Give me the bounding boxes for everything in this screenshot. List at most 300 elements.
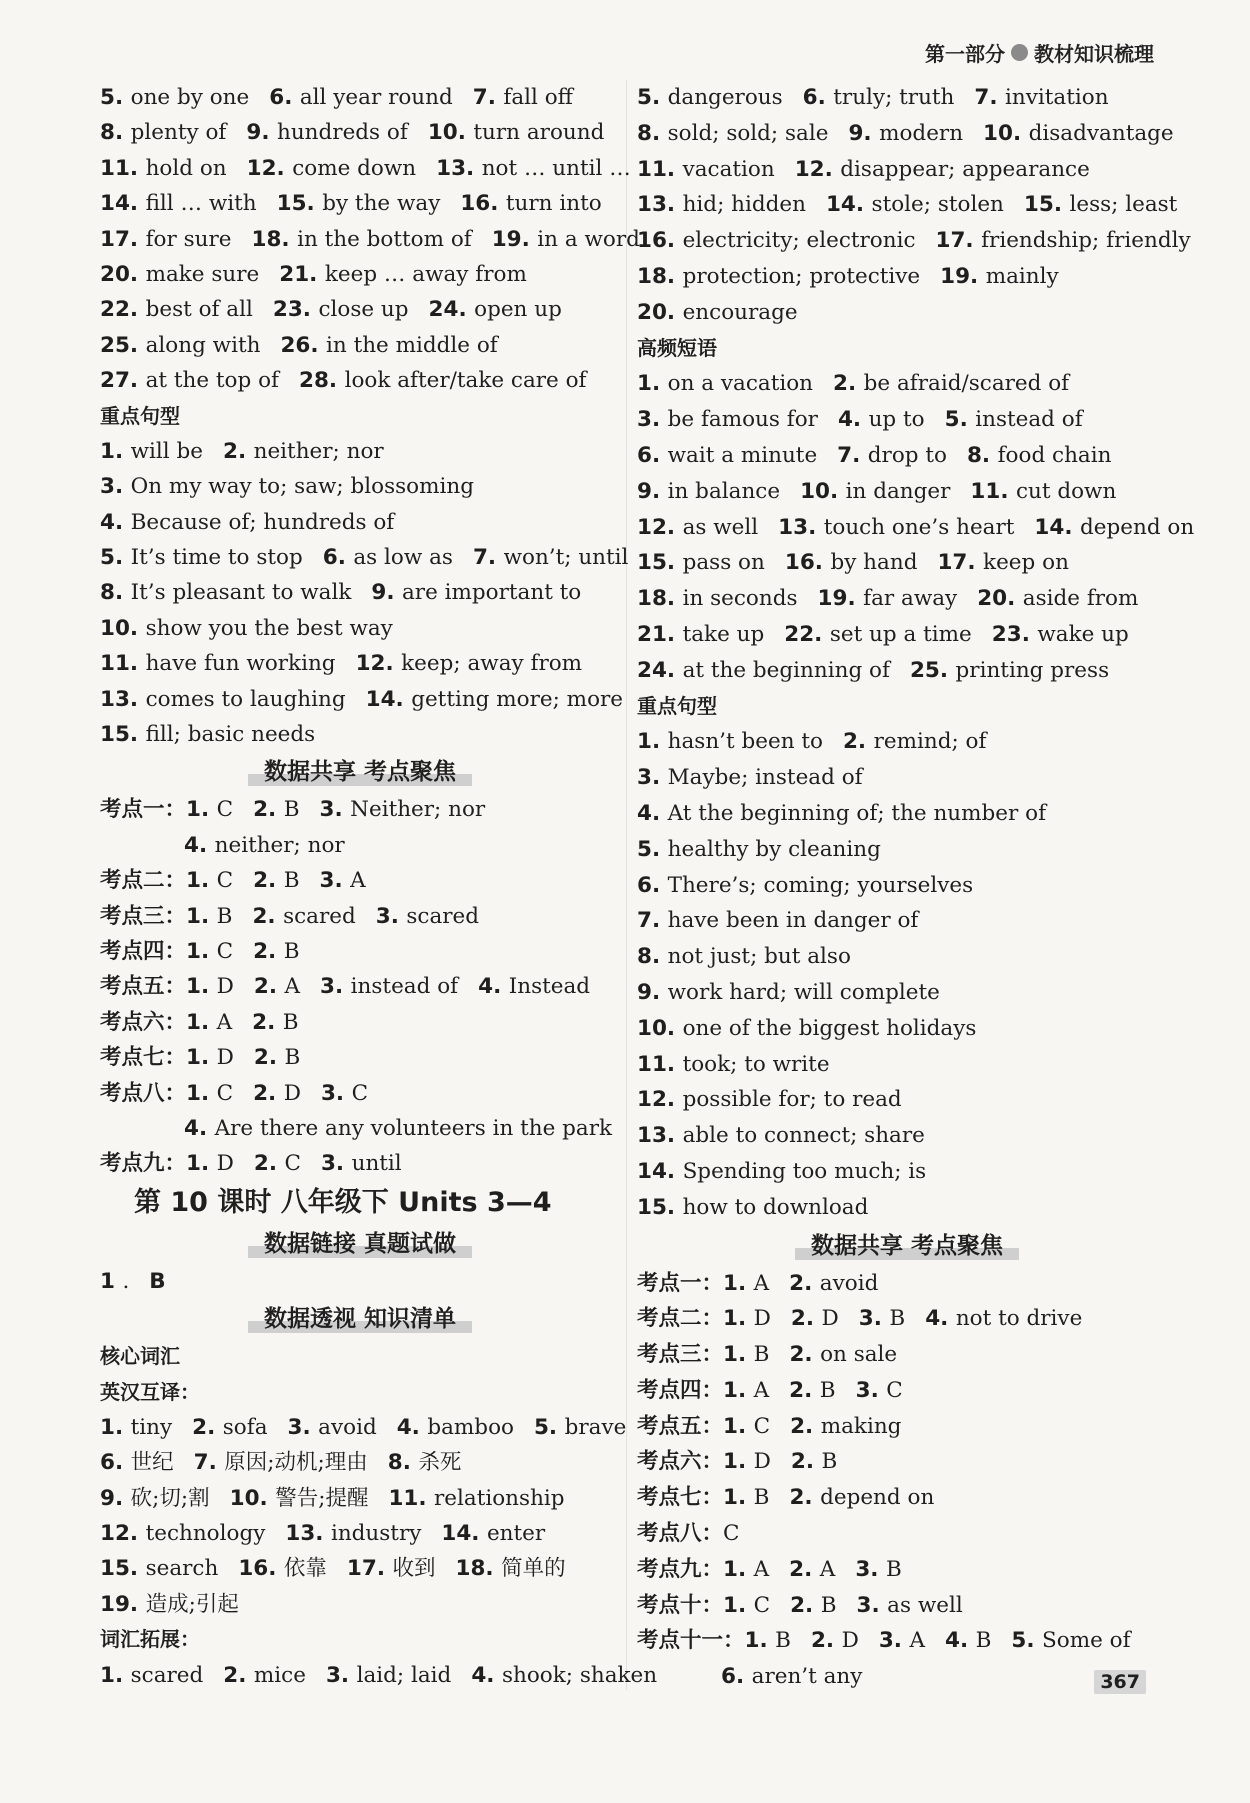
item-number: 4. xyxy=(396,1414,428,1440)
item-number: 4. xyxy=(184,832,215,858)
item-number: 1. xyxy=(186,1151,217,1177)
item-number: 15. xyxy=(100,1556,146,1582)
item-number: 8. xyxy=(637,120,668,146)
item-number: 13. xyxy=(778,514,824,540)
answer-item xyxy=(273,297,409,322)
item-answer: in the bottom of xyxy=(297,226,472,252)
item-number: 1. xyxy=(637,729,668,755)
item-number: 2. xyxy=(253,1151,285,1177)
answer-item xyxy=(186,868,233,893)
phrase-list xyxy=(100,80,640,399)
item-number: 12. xyxy=(637,514,683,540)
item-number: 2. xyxy=(252,903,284,929)
item-number: 8. xyxy=(387,1450,419,1476)
answer-item xyxy=(637,121,828,146)
item-answer: It’s pleasant to walk xyxy=(130,580,352,606)
item-answer: technology xyxy=(145,1521,266,1547)
answer-item xyxy=(356,651,582,676)
item-answer: A xyxy=(216,1009,233,1035)
item-answer: less; least xyxy=(1069,192,1178,218)
item-number: 1. xyxy=(744,1628,776,1654)
item-number: 20. xyxy=(977,586,1023,612)
kaodian-line xyxy=(637,1480,1177,1516)
answer-item xyxy=(936,228,1191,253)
answer-line xyxy=(100,682,624,717)
item-answer: 依靠 xyxy=(283,1556,327,1582)
item-number: 2. xyxy=(253,797,284,823)
answer-item xyxy=(967,443,1112,468)
item-number: 10. xyxy=(800,478,846,504)
item-answer: 原因;动机;理由 xyxy=(224,1450,368,1476)
section-title-phrases: 高频短语 xyxy=(637,335,717,360)
item-number: 3. xyxy=(858,1306,890,1332)
item-answer: best of all xyxy=(145,297,253,323)
answer-item xyxy=(1034,515,1194,540)
answer-item xyxy=(637,443,817,468)
answer-item xyxy=(100,297,253,322)
answer-line xyxy=(637,1011,1177,1047)
item-answer: disadvantage xyxy=(1028,120,1174,146)
item-number: 1. xyxy=(723,1342,754,1368)
item-number: 2. xyxy=(222,438,254,464)
item-number: 15. xyxy=(100,722,146,748)
item-number: 9. xyxy=(100,1485,131,1511)
item-answer: by hand xyxy=(830,550,918,576)
answer-item xyxy=(637,622,764,647)
answer-item xyxy=(534,1415,626,1440)
item-answer: comes to laughing xyxy=(145,686,346,712)
item-number: 2. xyxy=(790,1413,821,1439)
item-answer: will be xyxy=(130,438,203,464)
answer-item xyxy=(791,1306,839,1331)
kaodian-label: 考点六： xyxy=(100,1009,187,1035)
item-number: 16. xyxy=(784,550,831,576)
item-number: 24. xyxy=(428,297,475,323)
page-header xyxy=(925,38,1154,67)
item-number: 4. xyxy=(471,1662,502,1688)
answer-item xyxy=(637,192,806,217)
answer-item xyxy=(149,1269,165,1294)
item-answer: remind; of xyxy=(873,729,987,755)
answer-item xyxy=(785,550,918,575)
answer-item xyxy=(288,1415,377,1440)
item-number: 26. xyxy=(280,332,327,358)
item-answer: won’t; until xyxy=(503,545,629,571)
item-number: 4. xyxy=(478,974,509,1000)
item-number: 5. xyxy=(944,407,976,433)
answer-line xyxy=(637,80,1177,116)
item-answer: neither; nor xyxy=(214,832,345,858)
item-number: 9. xyxy=(637,478,668,504)
item-answer: come down xyxy=(292,155,417,181)
answer-line xyxy=(637,760,1177,796)
answer-item xyxy=(637,1159,926,1184)
item-answer: by the way xyxy=(322,191,441,217)
item-answer: be afraid/scared of xyxy=(863,371,1070,397)
answer-item xyxy=(637,157,775,182)
item-number: 10. xyxy=(983,120,1029,146)
item-answer: turn into xyxy=(505,191,602,217)
item-number: 17. xyxy=(935,228,982,254)
kaodian-label: 考点十： xyxy=(637,1592,724,1618)
answer-line xyxy=(637,939,1177,975)
item-number: 9. xyxy=(637,979,668,1005)
item-answer: healthy by cleaning xyxy=(667,836,881,862)
answer-item xyxy=(791,1449,837,1474)
answer-item xyxy=(247,156,416,181)
item-number: 15. xyxy=(1023,192,1070,218)
item-number: 2. xyxy=(789,1270,820,1296)
answer-item xyxy=(100,368,279,393)
item-answer: all year round xyxy=(299,85,453,110)
answer-item xyxy=(100,1663,203,1688)
lesson-title: 第 10 课时 八年级下 Units 3—4 xyxy=(134,1186,552,1218)
item-number: 1. xyxy=(723,1485,754,1511)
item-number: 25. xyxy=(909,657,956,683)
item-answer: 简单的 xyxy=(501,1556,566,1582)
item-answer: modern xyxy=(879,120,964,146)
answer-line xyxy=(100,611,620,646)
item-number: 16. xyxy=(238,1556,284,1582)
item-number: 4. xyxy=(184,1115,215,1141)
item-number: 10. xyxy=(427,120,474,146)
sentence-list xyxy=(637,724,1177,1225)
item-number: 7. xyxy=(193,1450,225,1476)
item-answer: relationship xyxy=(434,1485,565,1511)
item-answer: keep on xyxy=(983,550,1069,576)
item-number: 6. xyxy=(322,545,354,571)
kaodian-label: 考点六： xyxy=(637,1449,724,1475)
item-number: 12. xyxy=(246,155,293,181)
answer-item xyxy=(100,156,227,181)
item-answer: printing press xyxy=(955,657,1110,683)
section-title-sentences: 重点句型 xyxy=(637,693,717,718)
item-number: 5. xyxy=(637,85,668,110)
item-answer: industry xyxy=(330,1521,422,1547)
item-answer: at the beginning of xyxy=(682,657,890,683)
answer-line xyxy=(637,116,1177,152)
kaodian-label: 考点三： xyxy=(637,1342,724,1368)
item-answer: Spending too much; is xyxy=(682,1158,927,1184)
answer-item xyxy=(238,1556,327,1581)
item-number: 2. xyxy=(252,1009,283,1035)
item-answer: C xyxy=(753,1592,771,1618)
kaodian-label: 考点四： xyxy=(637,1377,724,1403)
item-answer: plenty of xyxy=(130,120,227,146)
item-answer: C xyxy=(753,1413,771,1439)
answer-item xyxy=(940,264,1059,289)
answer-item xyxy=(745,1628,791,1653)
item-number: 1. xyxy=(637,371,668,397)
item-number: 23. xyxy=(991,621,1038,647)
sentence-list xyxy=(100,434,629,753)
page-number: 367 xyxy=(1094,1670,1146,1694)
item-number: 2. xyxy=(253,1045,285,1071)
answer-item xyxy=(843,729,986,754)
item-answer: as well xyxy=(682,514,759,540)
answer-item xyxy=(194,1450,368,1475)
answer-item xyxy=(637,873,973,898)
item-answer: D xyxy=(753,1449,771,1475)
left-column xyxy=(100,80,658,1693)
item-answer: 杀死 xyxy=(418,1450,462,1476)
item-answer: B xyxy=(283,797,300,823)
answer-line xyxy=(637,152,1177,188)
item-answer: A xyxy=(284,974,301,1000)
answer-item xyxy=(252,1010,298,1035)
answer-item xyxy=(230,1486,369,1511)
answer-item xyxy=(723,1593,770,1618)
answer-item xyxy=(321,1081,368,1106)
answer-item xyxy=(251,227,471,252)
answer-line xyxy=(100,1264,620,1299)
answer-line xyxy=(637,1047,1177,1083)
answer-item xyxy=(910,658,1109,683)
answer-item xyxy=(253,1081,301,1106)
item-number: 21. xyxy=(637,621,683,647)
answer-item xyxy=(848,121,963,146)
answer-item xyxy=(790,1593,836,1618)
item-answer: in danger xyxy=(845,478,951,504)
answer-item xyxy=(366,687,623,712)
item-answer: B xyxy=(889,1306,906,1332)
item-number: 28. xyxy=(299,368,345,394)
answer-line xyxy=(100,115,620,150)
item-number: 20. xyxy=(100,261,146,287)
item-number: 3. xyxy=(320,974,351,1000)
item-number: 13. xyxy=(637,1123,683,1149)
item-number: 1. xyxy=(186,1009,217,1035)
answer-item xyxy=(637,85,783,110)
item-number: 1. xyxy=(186,1045,217,1071)
answer-item xyxy=(637,264,920,289)
item-number: 15. xyxy=(637,550,683,576)
item-number: 3. xyxy=(855,1377,887,1403)
answer-line xyxy=(100,575,620,610)
answer-item xyxy=(100,1415,172,1440)
kaodian-label: 考点四： xyxy=(100,938,187,964)
item-answer: A xyxy=(753,1377,770,1403)
answer-item xyxy=(223,439,384,464)
item-answer: shook; shaken xyxy=(501,1662,658,1688)
answer-item xyxy=(637,837,881,862)
item-answer: along with xyxy=(145,332,261,358)
vocab-subtitle-expansion: 词汇拓展： xyxy=(100,1627,200,1652)
answer-item xyxy=(637,944,851,969)
item-number: 2. xyxy=(789,1377,820,1403)
item-answer: Maybe; instead of xyxy=(667,765,863,791)
item-answer: There’s; coming; yourselves xyxy=(667,872,974,898)
item-answer: took; to write xyxy=(682,1051,830,1077)
item-answer: one of the biggest holidays xyxy=(682,1015,977,1041)
answer-line xyxy=(637,1154,1177,1190)
answer-item xyxy=(323,545,453,570)
answer-item xyxy=(492,227,640,252)
answer-line xyxy=(637,259,1177,295)
banner-knowledge: 数据透视 知识清单 xyxy=(100,1299,620,1339)
phrase-list xyxy=(637,366,1195,688)
answer-line xyxy=(637,1082,1177,1118)
item-answer: C xyxy=(216,1080,234,1106)
answer-item xyxy=(277,191,441,216)
item-number: 8. xyxy=(637,944,668,970)
answer-line xyxy=(637,653,1177,689)
answer-item xyxy=(637,515,758,540)
section-title-vocab: 核心词汇 xyxy=(100,1344,180,1369)
item-answer: in seconds xyxy=(682,586,798,612)
answer-item xyxy=(186,797,233,822)
item-number: B xyxy=(149,1268,166,1294)
answer-item xyxy=(637,658,890,683)
answer-item xyxy=(637,729,823,754)
item-number: 15. xyxy=(276,191,323,217)
answer-item xyxy=(637,1016,976,1041)
item-number: 1. xyxy=(186,868,217,894)
answer-line xyxy=(637,724,1177,760)
answer-item xyxy=(100,1556,218,1581)
kaodian-line xyxy=(637,1266,1177,1302)
answer-item xyxy=(186,1151,234,1176)
kaodian-label: 考点五： xyxy=(100,974,187,1000)
item-answer: B xyxy=(775,1628,791,1654)
item-number: 23. xyxy=(272,297,319,323)
item-answer: protection; protective xyxy=(682,263,921,289)
item-answer: avoid xyxy=(318,1414,377,1440)
answer-item xyxy=(857,1593,963,1618)
item-answer: on sale xyxy=(820,1342,898,1368)
kaodian-line xyxy=(637,1444,1177,1480)
vocab-list xyxy=(100,1410,627,1622)
item-answer: close up xyxy=(318,297,409,323)
answer-item xyxy=(246,120,407,145)
answer-item xyxy=(269,85,453,110)
answer-item xyxy=(789,1342,897,1367)
answer-item xyxy=(253,939,299,964)
answer-item xyxy=(253,797,299,822)
answer-item xyxy=(100,580,351,605)
answer-item xyxy=(347,1556,436,1581)
item-number: 3. xyxy=(375,903,407,929)
item-answer: B xyxy=(820,1592,837,1618)
item-number: 6. xyxy=(802,85,834,110)
item-answer: vacation xyxy=(682,156,775,182)
item-answer: avoid xyxy=(819,1270,879,1296)
item-answer: B xyxy=(753,1485,770,1511)
item-answer: 砍;切;割 xyxy=(130,1485,210,1511)
item-answer: scared xyxy=(283,903,356,929)
item-number: 1. xyxy=(723,1556,754,1582)
item-answer: 警告;提醒 xyxy=(275,1485,369,1511)
answer-item xyxy=(429,297,562,322)
kaodian-line xyxy=(100,1005,620,1040)
item-answer: aren’t any xyxy=(751,1664,863,1690)
item-number: 12. xyxy=(100,1521,146,1547)
answer-item xyxy=(428,120,605,145)
answer-item xyxy=(723,1306,771,1331)
item-answer: A xyxy=(350,868,366,894)
bullet-dot-icon xyxy=(1011,44,1028,61)
item-answer: sofa xyxy=(222,1414,268,1440)
header-chapter: 教材知识梳理 xyxy=(1034,42,1154,66)
item-number: 2. xyxy=(789,1556,820,1582)
answer-item xyxy=(285,1521,421,1546)
answer-line xyxy=(637,975,1177,1011)
answer-item xyxy=(1024,192,1177,217)
item-answer: drop to xyxy=(867,442,947,468)
item-answer: depend on xyxy=(820,1485,935,1511)
answer-line xyxy=(637,474,1177,510)
answer-item xyxy=(280,333,497,358)
answer-item xyxy=(925,1306,1082,1331)
item-answer: pass on xyxy=(682,550,765,576)
answer-line xyxy=(100,1481,620,1516)
item-answer: fall off xyxy=(503,85,573,110)
item-answer: fill; basic needs xyxy=(145,722,316,748)
answer-item xyxy=(100,227,231,252)
column-divider xyxy=(626,80,627,1690)
item-answer: tiny xyxy=(130,1414,173,1440)
item-answer: far away xyxy=(863,586,958,612)
item-number: 7. xyxy=(974,85,1006,110)
answer-item xyxy=(478,974,590,999)
item-answer: wake up xyxy=(1037,621,1129,647)
kaodian-line xyxy=(637,1301,1177,1337)
answer-item xyxy=(184,1116,612,1141)
answer-item xyxy=(637,980,940,1005)
answer-item xyxy=(456,1556,566,1581)
item-answer: neither; nor xyxy=(253,438,384,464)
answer-item xyxy=(279,262,527,287)
answer-line xyxy=(637,1118,1177,1154)
answer-item xyxy=(977,586,1138,611)
answer-line xyxy=(100,717,620,752)
item-answer: C xyxy=(216,868,234,894)
answer-item xyxy=(723,1521,739,1546)
answer-item xyxy=(789,1557,835,1582)
answer-item xyxy=(253,868,299,893)
item-answer: encourage xyxy=(682,299,798,325)
item-number: 17. xyxy=(937,550,984,576)
answer-item xyxy=(100,1486,210,1511)
item-answer: friendship; friendly xyxy=(981,228,1191,254)
answer-item xyxy=(254,1045,300,1070)
answer-item xyxy=(299,368,587,393)
item-answer: bamboo xyxy=(427,1414,514,1440)
answer-item xyxy=(789,1271,878,1296)
item-number: 1. xyxy=(100,1662,131,1688)
item-answer: sold; sold; sale xyxy=(667,120,829,146)
item-number: 7. xyxy=(837,442,868,468)
item-answer: B xyxy=(819,1377,836,1403)
banner-zhenti: 数据链接 真题试做 xyxy=(100,1224,620,1264)
item-answer: keep … away from xyxy=(324,261,527,287)
answer-line xyxy=(637,187,1177,223)
item-number: 17. xyxy=(100,226,146,252)
kaodian-label: 考点七： xyxy=(637,1485,724,1511)
answer-item xyxy=(721,1664,862,1689)
answer-item xyxy=(321,1151,402,1176)
item-number: 2. xyxy=(789,1485,821,1511)
answer-line xyxy=(637,1190,1177,1226)
answer-item xyxy=(100,439,203,464)
item-number: 22. xyxy=(784,621,830,647)
item-number: 14. xyxy=(1034,514,1080,540)
item-number: 1. xyxy=(186,938,217,964)
item-number: 18. xyxy=(455,1556,502,1582)
item-answer: A xyxy=(909,1628,925,1654)
item-answer: have fun working xyxy=(145,651,336,677)
item-number: 11. xyxy=(388,1485,435,1511)
